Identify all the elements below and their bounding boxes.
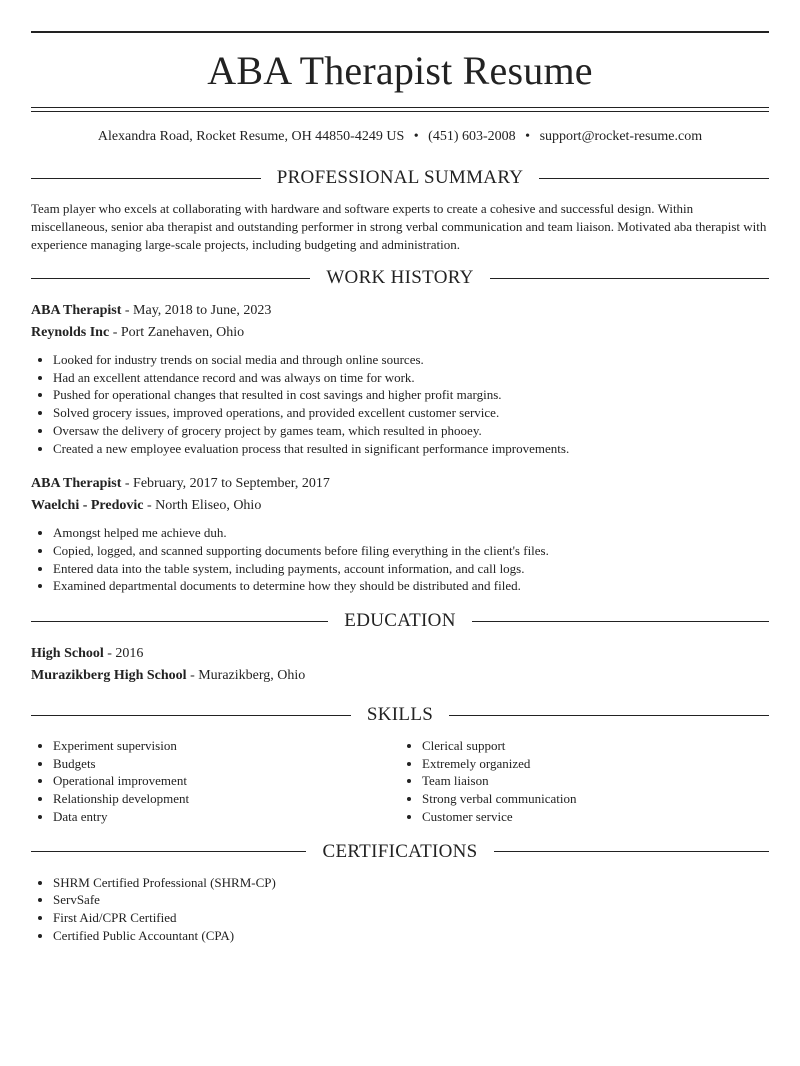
page-title: ABA Therapist Resume <box>207 48 593 93</box>
education-year: - 2016 <box>103 646 144 662</box>
certification-item: • SHRM Certified Professional (SHRM-CP) <box>53 874 769 892</box>
list-item: • Amongst helped me achieve duh. <box>53 524 769 542</box>
job-dates: - February, 2017 to September, 2017 <box>121 476 330 492</box>
section-header-summary <box>31 166 769 190</box>
contact-line <box>31 128 769 146</box>
address: Alexandra Road, Rocket Resume, OH 44850-4249 US <box>97 129 405 144</box>
job-title-line <box>31 473 769 495</box>
school-line <box>31 665 769 687</box>
section-header-certifications <box>31 840 769 864</box>
separator-dot: • <box>413 129 419 144</box>
skills-columns <box>31 737 769 826</box>
certification-item: • First Aid/CPR Certified <box>53 909 769 927</box>
skill-item: • Budgets <box>53 755 400 773</box>
section-title: EDUCATION <box>344 610 456 632</box>
certification-item: • ServSafe <box>53 891 769 909</box>
job-company: Waelchi - Predovic <box>31 498 144 514</box>
job-entry <box>31 473 769 595</box>
skill-item: • Extremely organized <box>422 755 769 773</box>
job-company-line <box>31 322 769 344</box>
job-role: ABA Therapist <box>31 303 122 318</box>
email-link[interactable]: support@rocket-resume.com <box>539 129 703 144</box>
divider <box>449 715 769 716</box>
divider <box>31 715 351 716</box>
divider <box>490 278 769 279</box>
job-dates: - May, 2018 to June, 2023 <box>121 303 272 318</box>
section-header-skills <box>31 703 769 727</box>
job-bullets <box>31 524 769 595</box>
list-item: • Created a new employee evaluation process that resulted in significant performance improvements. <box>53 440 769 458</box>
divider <box>31 851 306 852</box>
job-company: Reynolds Inc <box>31 325 110 340</box>
divider <box>494 851 769 852</box>
job-entry <box>31 300 769 457</box>
skills-list-left <box>31 737 400 826</box>
list-item: • Solved grocery issues, improved operations, and provided excellent customer service. <box>53 404 769 422</box>
skill-item: • Strong verbal communication <box>422 790 769 808</box>
list-item: • Looked for industry trends on social media and through online sources. <box>53 351 769 369</box>
section-title: WORK HISTORY <box>326 267 474 288</box>
education-entry <box>31 643 769 687</box>
skill-item: • Relationship development <box>53 790 400 808</box>
school-name: Murazikberg High School <box>31 668 187 684</box>
divider <box>31 621 328 622</box>
job-role: ABA Therapist <box>31 476 122 492</box>
job-title-line <box>31 300 769 322</box>
skills-list-right <box>400 737 769 826</box>
separator-dot: • <box>525 129 531 144</box>
summary-text: Team player who excels at collaborating with hardware and software experts to create a cohesive and successful design. Within miscellaneous, senior aba therapist and outstanding performer in strong verbal communication and team liaison. Motivated aba therapist with experience managing large-scale projects, including budgeting and administration. <box>31 201 767 252</box>
skill-item: • Operational improvement <box>53 772 400 790</box>
section-header-work <box>31 266 769 290</box>
divider <box>472 621 769 622</box>
certifications-list <box>31 874 769 945</box>
resume-page <box>0 31 800 1066</box>
section-title: CERTIFICATIONS <box>322 840 478 862</box>
school-location: - Murazikberg, Ohio <box>186 668 306 684</box>
skill-item: • Experiment supervision <box>53 737 400 755</box>
job-location: - North Eliseo, Ohio <box>143 498 262 514</box>
list-item: • Copied, logged, and scanned supporting documents before filing everything in the client's files. <box>53 542 769 560</box>
list-item: • Pushed for operational changes that resulted in cost savings and higher profit margins. <box>53 386 769 404</box>
section-title: SKILLS <box>366 704 434 726</box>
skill-item: • Team liaison <box>422 772 769 790</box>
list-item: • Examined departmental documents to determine how they should be distributed and filed. <box>53 577 769 595</box>
skill-item: • Data entry <box>53 808 400 826</box>
list-item: • Had an excellent attendance record and was always on time for work. <box>53 369 769 387</box>
top-rule <box>31 31 769 33</box>
divider <box>539 178 769 179</box>
degree: High School <box>31 646 104 662</box>
skill-item: • Clerical support <box>422 737 769 755</box>
job-company-line <box>31 495 769 517</box>
certification-item: • Certified Public Accountant (CPA) <box>53 927 769 945</box>
double-rule <box>31 107 769 112</box>
degree-line <box>31 643 769 665</box>
divider <box>31 178 261 179</box>
skill-item: • Customer service <box>422 808 769 826</box>
list-item: • Entered data into the table system, including payments, account information, and call logs. <box>53 560 769 578</box>
job-location: - Port Zanehaven, Ohio <box>109 325 245 340</box>
section-header-education <box>31 609 769 633</box>
phone: (451) 603-2008 <box>428 129 516 144</box>
job-bullets <box>31 351 769 457</box>
divider <box>31 278 310 279</box>
section-title: PROFESSIONAL SUMMARY <box>276 167 524 188</box>
list-item: • Oversaw the delivery of grocery project by games team, which resulted in phooey. <box>53 422 769 440</box>
